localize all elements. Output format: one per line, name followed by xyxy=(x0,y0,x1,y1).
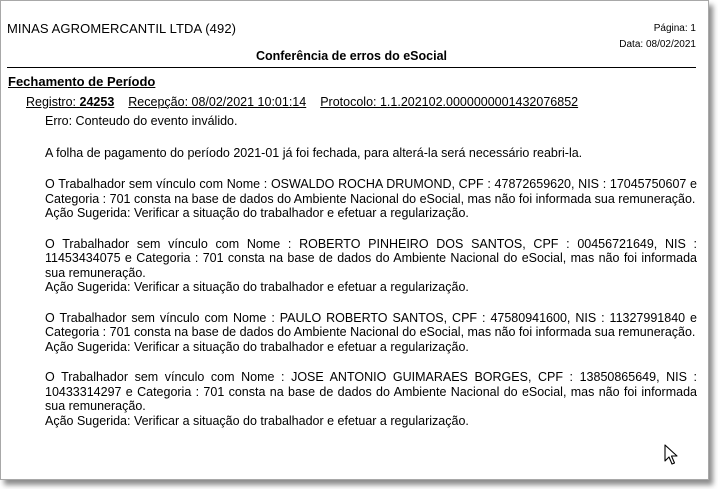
registro-label: Registro: xyxy=(26,95,77,109)
company-name: MINAS AGROMERCANTIL LTDA (492) xyxy=(7,21,237,36)
worker-message: O Trabalhador sem vínculo com Nome : OSWALDO ROCHA DRUMOND, CPF : 47872659620, NIS : 17045750607 e Categoria : 701 consta na base de dados do Ambiente Nacional do eSocial, mas não foi informada sua remuneração. xyxy=(45,177,697,206)
report-date: Data: 08/02/2021 xyxy=(619,39,696,50)
suggested-action: Ação Sugerida: Verificar a situação do trabalhador e efetuar a regularização. xyxy=(45,206,469,220)
registro-line xyxy=(26,95,578,109)
report-title: Conferência de erros do eSocial xyxy=(255,49,448,63)
section-title: Fechamento de Período xyxy=(8,74,156,89)
suggested-action: Ação Sugerida: Verificar a situação do trabalhador e efetuar a regularização. xyxy=(45,413,469,428)
mouse-pointer-icon xyxy=(664,444,680,466)
recepcao-info: Recepção: 08/02/2021 10:01:14 xyxy=(128,95,307,109)
registro-value: 24253 xyxy=(79,95,115,109)
worker-message: O Trabalhador sem vínculo com Nome : JOSE ANTONIO GUIMARAES BORGES, CPF : 13850865649, NIS : 10433314297 e Categoria : 701 consta na base de dados do Ambiente Nacional do eSocial, mas não foi informada sua remuneração. xyxy=(45,370,697,413)
report-body xyxy=(45,114,697,428)
suggested-action: Ação Sugerida: Verificar a situação do trabalhador e efetuar a regularização. xyxy=(45,280,469,294)
page-number: Página: 1 xyxy=(653,23,696,34)
suggested-action: Ação Sugerida: Verificar a situação do trabalhador e efetuar a regularização. xyxy=(45,339,469,354)
folha-message: A folha de pagamento do período 2021-01 já foi fechada, para alterá-la será necessário reabri-la. xyxy=(45,145,583,160)
worker-message: O Trabalhador sem vínculo com Nome : PAULO ROBERTO SANTOS, CPF : 47580941600, NIS : 11327991840 e Categoria : 701 consta na base de dados do Ambiente Nacional do eSocial, mas não foi informada sua remuneração. xyxy=(45,310,697,339)
protocolo-info: Protocolo: 1.1.202102.0000000001432076852 xyxy=(320,95,579,109)
erro-message: Erro: Conteudo do evento inválido. xyxy=(45,114,238,128)
report-header xyxy=(7,21,696,68)
worker-message: O Trabalhador sem vínculo com Nome : ROBERTO PINHEIRO DOS SANTOS, CPF : 00456721649, NIS : 11453434075 e Categoria : 701 consta na base de dados do Ambiente Nacional do eSocial, mas não foi informada sua remuneração. xyxy=(45,236,697,280)
